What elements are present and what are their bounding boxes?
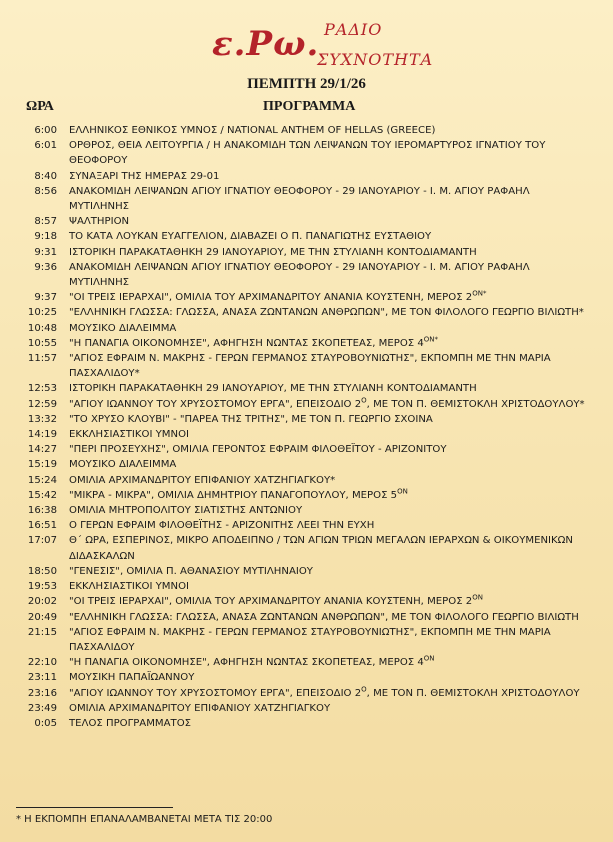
program-text: "ΟΙ ΤΡΕΙΣ ΙΕΡΑΡΧΑΙ", ΟΜΙΛΙΑ ΤΟΥ ΑΡΧΙΜΑΝΔΡΙΤΟΥ ΑΝΑΝΙΑ ΚΟΥΣΤΕΝΗ, ΜΕΡΟΣ 2 [69,596,473,608]
program-text: ΟΡΘΡΟΣ, ΘΕΙΑ ΛΕΙΤΟΥΡΓΙΑ / Η ΑΝΑΚΟΜΙΔΗ ΤΩΝ ΛΕΙΨΑΝΩΝ ΤΟΥ ΙΕΡΟΜΑΡΤΥΡΟΣ ΙΓΝΑΤΙΟΥ ΤΟΥ ΘΕΟΦΟΡΟΥ [69,140,546,167]
schedule-time: 10:48 [27,322,57,334]
program-text: Θ΄ ΩΡΑ, ΕΣΠΕΡΙΝΟΣ, ΜΙΚΡΟ ΑΠΟΔΕΙΠΝΟ / ΤΩΝ ΑΓΙΩΝ ΤΡΙΩΝ ΜΕΓΑΛΩΝ ΙΕΡΑΡΧΩΝ & ΟΙΚΟΥΜΕΝΙΚΩΝ ΔΙΔΑΣΚΑΛΩΝ [69,535,573,562]
schedule-time: 8:57 [34,216,57,228]
schedule-time: 12:53 [27,383,57,395]
schedule-row [0,457,613,472]
program-text: ΟΜΙΛΙΑ ΑΡΧΙΜΑΝΔΡΙΤΟΥ ΕΠΙΦΑΝΙΟΥ ΧΑΤΖΗΓΙΑΓΚΟΥ* [69,474,336,486]
program-text-cont: , ΜΕ ΤΟΝ Π. ΘΕΜΙΣΤΟΚΛΗ ΧΡΙΣΤΟΔΟΥΛΟΥ* [366,398,585,410]
schedule-row [0,229,613,244]
program-text-cont: , ΜΕ ΤΟΝ Π. ΘΕΜΙΣΤΟΚΛΗ ΧΡΙΣΤΟΔΟΥΛΟΥ [366,687,580,699]
schedule-row [0,260,613,290]
schedule-program [69,625,587,655]
schedule-program [69,442,587,457]
program-text: "ΑΓΙΟΥ ΙΩΑΝΝΟΥ ΤΟΥ ΧΡΥΣΟΣΤΟΜΟΥ ΕΡΓΑ", ΕΠΕΙΣΟΔΙΟ 2 [69,398,362,410]
schedule-list [0,123,613,731]
schedule-row [0,503,613,518]
schedule-program [69,564,587,579]
schedule-row [0,412,613,427]
program-text: ΤΕΛΟΣ ΠΡΟΓΡΑΜΜΑΤΟΣ [69,717,192,729]
program-text: ΙΣΤΟΡΙΚΗ ΠΑΡΑΚΑΤΑΘΗΚΗ 29 ΙΑΝΟΥΑΡΙΟΥ, ΜΕ ΤΗΝ ΣΤΥΛΙΑΝΗ ΚΟΝΤΟΔΙΑΜΑΝΤΗ [69,383,477,395]
schedule-row [0,473,613,488]
schedule-row [0,245,613,260]
schedule-program [69,290,587,305]
schedule-row [0,184,613,214]
schedule-row [0,381,613,396]
schedule-row [0,564,613,579]
schedule-row [0,686,613,701]
schedule-row [0,123,613,138]
schedule-time: 6:01 [34,140,57,152]
program-text: ΣΥΝΑΞΑΡΙ ΤΗΣ ΗΜΕΡΑΣ 29-01 [69,170,220,182]
program-text: "ΓΕΝΕΣΙΣ", ΟΜΙΛΙΑ Π. ΑΘΑΝΑΣΙΟΥ ΜΥΤΙΛΗΝΑΙΟΥ [69,565,313,577]
schedule-row [0,716,613,731]
footnote: * Η ΕΚΠΟΜΠΗ ΕΠΑΝΑΛΑΜΒΑΝΕΤΑΙ ΜΕΤΑ ΤΙΣ 20:00 [16,814,273,825]
schedule-program [69,457,587,472]
program-text: ΑΝΑΚΟΜΙΔΗ ΛΕΙΨΑΝΩΝ ΑΓΙΟΥ ΙΓΝΑΤΙΟΥ ΘΕΟΦΟΡΟΥ - 29 ΙΑΝΟΥΑΡΙΟΥ - Ι. Μ. ΑΓΙΟΥ ΡΑΦΑΗΛ ΜΥΤΙΛΗΝΗΣ [69,261,530,289]
program-text: "Η ΠΑΝΑΓΙΑ ΟΙΚΟΝΟΜΗΣΕ", ΑΦΗΓΗΣΗ ΝΩΝΤΑΣ ΣΚΟΠΕΤΕΑΣ, ΜΕΡΟΣ 4 [69,337,424,349]
schedule-time: 15:42 [27,489,57,501]
schedule-program [69,305,587,320]
program-text: ΕΛΛΗΝΙΚΟΣ ΕΘΝΙΚΟΣ ΥΜΝΟΣ / NATIONAL ANTHEM OF HELLAS (GREECE) [69,125,436,136]
program-text: ΜΟΥΣΙΚΗ ΠΑΠΑΪΩΑΝΝΟΥ [69,672,195,684]
schedule-time: 23:11 [27,672,57,684]
program-text: ΟΜΙΛΙΑ ΜΗΤΡΟΠΟΛΙΤΟΥ ΣΙΑΤΙΣΤΗΣ ΑΝΤΩΝΙΟΥ [69,505,303,517]
schedule-program [69,488,587,503]
schedule-program [69,169,587,184]
schedule-program [69,397,587,412]
schedule-row [0,488,613,503]
schedule-time: 14:27 [27,444,57,456]
schedule-time: 18:50 [27,565,57,577]
program-text: ΙΣΤΟΡΙΚΗ ΠΑΡΑΚΑΤΑΘΗΚΗ 29 ΙΑΝΟΥΑΡΙΟΥ, ΜΕ ΤΗΝ ΣΤΥΛΙΑΝΗ ΚΟΝΤΟΔΙΑΜΑΝΤΗ [69,246,477,258]
schedule-time: 6:00 [34,125,57,136]
schedule-time: 16:51 [27,520,57,532]
schedule-program [69,321,587,336]
schedule-date: ΠΕΜΠΤΗ 29/1/26 [247,76,366,92]
schedule-row [0,321,613,336]
schedule-program [69,686,587,701]
program-superscript: ΟΝ [397,487,408,496]
schedule-time: 15:19 [27,459,57,471]
schedule-row [0,427,613,442]
schedule-program [69,381,587,396]
schedule-time: 20:49 [27,611,57,623]
logo-mark: ε.Ρω. [212,24,320,64]
schedule-program [69,594,587,609]
program-text: "ΑΓΙΟΣ ΕΦΡΑΙΜ Ν. ΜΑΚΡΗΣ - ΓΕΡΩΝ ΓΕΡΜΑΝΟΣ ΣΤΑΥΡΟΒΟΥΝΙΩΤΗΣ", ΕΚΠΟΜΠΗ ΜΕ ΤΗΝ ΜΑΡΙΑ ΠΑΣΧΑΛΙΔΟΥ* [69,353,551,380]
schedule-time: 15:24 [27,474,57,486]
program-text: ΕΚΚΛΗΣΙΑΣΤΙΚΟΙ ΥΜΝΟΙ [69,429,189,441]
schedule-row [0,594,613,609]
schedule-program [69,533,587,563]
program-superscript: Ο [361,396,367,405]
schedule-row [0,351,613,381]
program-superscript: ΟΝ* [472,289,487,298]
schedule-program [69,670,587,685]
schedule-row [0,625,613,655]
schedule-program [69,701,587,716]
schedule-program [69,123,587,138]
schedule-time: 9:36 [34,261,57,273]
schedule-row [0,655,613,670]
schedule-time: 10:55 [27,337,57,349]
program-text: "ΟΙ ΤΡΕΙΣ ΙΕΡΑΡΧΑΙ", ΟΜΙΛΙΑ ΤΟΥ ΑΡΧΙΜΑΝΔΡΙΤΟΥ ΑΝΑΝΙΑ ΚΟΥΣΤΕΝΗ, ΜΕΡΟΣ 2 [69,292,473,304]
schedule-time: 10:25 [27,307,57,319]
schedule-time: 17:07 [27,535,57,547]
program-text: "ΑΓΙΟΣ ΕΦΡΑΙΜ Ν. ΜΑΚΡΗΣ - ΓΕΡΩΝ ΓΕΡΜΑΝΟΣ ΣΤΑΥΡΟΒΟΥΝΙΩΤΗΣ", ΕΚΠΟΜΠΗ ΜΕ ΤΗΝ ΜΑΡΙΑ ΠΑΣΧΑΛΙΔΟΥ [69,626,551,653]
schedule-program [69,138,587,168]
program-text: "ΤΟ ΧΡΥΣΟ ΚΛΟΥΒΙ" - "ΠΑΡΕΑ ΤΗΣ ΤΡΙΤΗΣ", ΜΕ ΤΟΝ Π. ΓΕΩΡΓΙΟ ΣΧΟΙΝΑ [69,413,433,425]
schedule-row [0,214,613,229]
schedule-time: 11:57 [27,353,57,365]
program-text: "ΜΙΚΡΑ - ΜΙΚΡΑ", ΟΜΙΛΙΑ ΔΗΜΗΤΡΙΟΥ ΠΑΝΑΓΟΠΟΥΛΟΥ, ΜΕΡΟΣ 5 [69,489,398,501]
program-superscript: Ο [361,685,367,694]
program-text: "ΠΕΡΙ ΠΡΟΣΕΥΧΗΣ", ΟΜΙΛΙΑ ΓΕΡΟΝΤΟΣ ΕΦΡΑΙΜ ΦΙΛΟΘΕΪΤΟΥ - ΑΡΙΖΟΝΙΤΟΥ [69,444,447,456]
program-superscript: ΟΝ* [423,335,439,344]
program-text: ΕΚΚΛΗΣΙΑΣΤΙΚΟΙ ΥΜΝΟΙ [69,581,189,593]
schedule-row [0,670,613,685]
schedule-row [0,701,613,716]
program-text: "ΕΛΛΗΝΙΚΗ ΓΛΩΣΣΑ: ΓΛΩΣΣΑ, ΑΝΑΣΑ ΖΩΝΤΑΝΩΝ ΑΝΘΡΩΠΩΝ", ΜΕ ΤΟΝ ΦΙΛΟΛΟΓΟ ΓΕΩΡΓΙΟ ΒΙΛΙΩΤΗ [69,611,579,623]
schedule-row [0,169,613,184]
schedule-program [69,260,587,290]
program-text: ΑΝΑΚΟΜΙΔΗ ΛΕΙΨΑΝΩΝ ΑΓΙΟΥ ΙΓΝΑΤΙΟΥ ΘΕΟΦΟΡΟΥ - 29 ΙΑΝΟΥΑΡΙΟΥ - Ι. Μ. ΑΓΙΟΥ ΡΑΦΑΗΛ ΜΥΤΙΛΗΝΗΣ [69,185,530,213]
schedule-program [69,412,587,427]
schedule-program [69,473,587,488]
schedule-program [69,518,587,533]
schedule-program [69,610,587,625]
schedule-time: 9:37 [34,292,57,304]
schedule-time: 16:38 [27,505,57,517]
schedule-program [69,229,587,244]
schedule-program [69,351,587,381]
schedule-time: 22:10 [27,657,57,669]
schedule-time: 9:31 [34,246,57,258]
station-logo [212,20,442,75]
schedule-row [0,397,613,412]
schedule-program [69,655,587,670]
schedule-row [0,138,613,168]
schedule-time: 14:19 [27,429,57,441]
schedule-time: 8:56 [34,185,57,197]
schedule-program [69,245,587,260]
schedule-row [0,305,613,320]
program-superscript: ΟΝ [472,593,483,602]
schedule-time: 19:53 [27,581,57,593]
program-text: ΨΑΛΤΗΡΙΟΝ [69,216,130,228]
schedule-row [0,518,613,533]
program-text: ΟΜΙΛΙΑ ΑΡΧΙΜΑΝΔΡΙΤΟΥ ΕΠΙΦΑΝΙΟΥ ΧΑΤΖΗΓΙΑΓΚΟΥ [69,702,331,714]
schedule-row [0,442,613,457]
program-text: "Η ΠΑΝΑΓΙΑ ΟΙΚΟΝΟΜΗΣΕ", ΑΦΗΓΗΣΗ ΝΩΝΤΑΣ ΣΚΟΠΕΤΕΑΣ, ΜΕΡΟΣ 4 [69,657,424,669]
time-column-header: ΩΡΑ [26,99,54,114]
schedule-row [0,533,613,563]
schedule-program [69,579,587,594]
schedule-time: 9:18 [34,231,57,243]
schedule-time: 23:49 [27,702,57,714]
footnote-divider [16,807,173,808]
schedule-row [0,610,613,625]
schedule-row [0,579,613,594]
program-text: ΤΟ ΚΑΤΑ ΛΟΥΚΑΝ ΕΥΑΓΓΕΛΙΟΝ, ΔΙΑΒΑΖΕΙ Ο Π. ΠΑΝΑΓΙΩΤΗΣ ΕΥΣΤΑΘΙΟΥ [69,231,432,243]
schedule-program [69,503,587,518]
schedule-time: 0:05 [34,717,57,729]
schedule-time: 20:02 [27,596,57,608]
program-text: "ΕΛΛΗΝΙΚΗ ΓΛΩΣΣΑ: ΓΛΩΣΣΑ, ΑΝΑΣΑ ΖΩΝΤΑΝΩΝ ΑΝΘΡΩΠΩΝ", ΜΕ ΤΟΝ ΦΙΛΟΛΟΓΟ ΓΕΩΡΓΙΟ ΒΙΛΙΩΤΗ* [69,307,584,319]
schedule-program [69,214,587,229]
schedule-time: 21:15 [27,626,57,638]
schedule-row [0,290,613,305]
logo-line-1: ΡΑΔΙΟ [324,20,383,39]
program-superscript: ΟΝ [423,654,435,663]
schedule-program [69,336,587,351]
schedule-program [69,716,587,731]
schedule-program [69,184,587,214]
program-column-header: ΠΡΟΓΡΑΜΜΑ [263,99,356,114]
schedule-time: 8:40 [34,170,57,182]
schedule-time: 12:59 [27,398,57,410]
schedule-program [69,427,587,442]
schedule-row [0,336,613,351]
program-text: ΜΟΥΣΙΚΟ ΔΙΑΛΕΙΜΜΑ [69,322,177,334]
schedule-time: 23:16 [27,687,57,699]
logo-line-2: ΣΥΧΝΟΤΗΤΑ [317,50,434,69]
schedule-time: 13:32 [27,413,57,425]
program-text: Ο ΓΕΡΩΝ ΕΦΡΑΙΜ ΦΙΛΟΘΕΪΤΗΣ - ΑΡΙΖΟΝΙΤΗΣ ΛΕΕΙ ΤΗΝ ΕΥΧΗ [69,520,375,532]
program-text: ΜΟΥΣΙΚΟ ΔΙΑΛΕΙΜΜΑ [69,459,177,471]
program-text: "ΑΓΙΟΥ ΙΩΑΝΝΟΥ ΤΟΥ ΧΡΥΣΟΣΤΟΜΟΥ ΕΡΓΑ", ΕΠΕΙΣΟΔΙΟ 2 [69,687,362,699]
